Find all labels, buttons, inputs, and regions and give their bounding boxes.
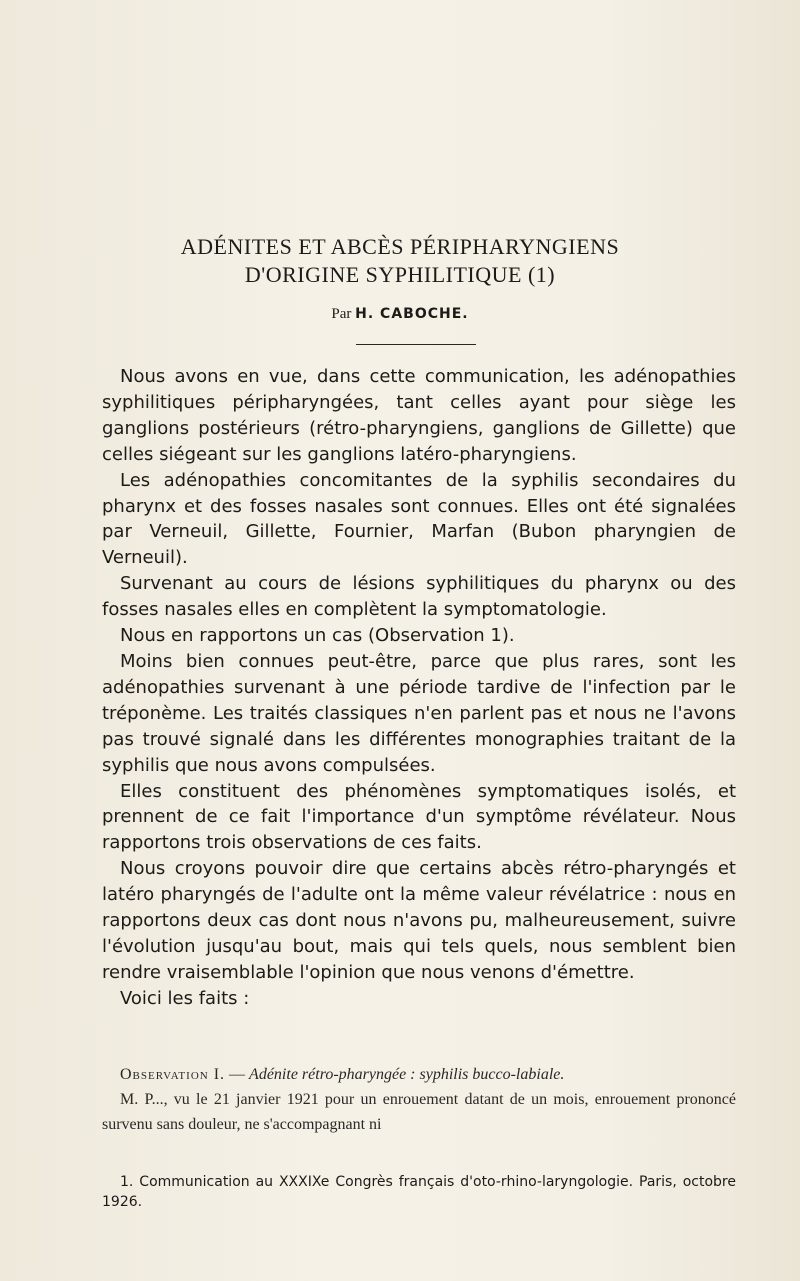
observation-label: Observation I. bbox=[120, 1066, 226, 1083]
article-title-line-2: D'ORIGINE SYPHILITIQUE (1) bbox=[244, 262, 556, 287]
author-name: H. CABOCHE. bbox=[355, 306, 469, 322]
author-line bbox=[0, 306, 800, 323]
author-prefix: Par bbox=[331, 306, 352, 322]
observation-dash: — bbox=[229, 1066, 246, 1083]
paragraph: Elles constituent des phénomènes symptomatiques isolés, et prennent de ce fait l'importance d'un symptôme révélateur. Nous rapportons trois observations de ces faits. bbox=[102, 780, 736, 854]
observation-heading bbox=[102, 1062, 736, 1087]
paragraph: Moins bien connues peut-être, parce que plus rares, sont les adénopathies survenant à une période tardive de l'infection par le tréponème. Les traités classiques n'en parlent pas et nous ne l'avons pas trouvé signalé dans les différentes monographies traitant de la syphilis que nous avons compulsées. bbox=[102, 650, 736, 776]
paragraph: Nous croyons pouvoir dire que certains abcès rétro-pharyngés et latéro pharyngés de l'adulte ont la même valeur révélatrice : nous en rapportons deux cas dont nous n'avons pu, malheureusement, suivre l'évolution jusqu'au bout, mais qui tels quels, nous semblent bien rendre vraisemblable l'opinion que nous venons d'émettre. bbox=[102, 858, 736, 983]
footnote bbox=[102, 1172, 736, 1212]
article-body bbox=[102, 364, 736, 1012]
article-title-line-1: ADÉNITES ET ABCÈS PÉRIPHARYNGIENS bbox=[180, 234, 620, 259]
title-divider bbox=[356, 344, 476, 345]
paragraph: Nous avons en vue, dans cette communication, les adénopathies syphilitiques péripharyngées, tant celles ayant pour siège les ganglions postérieurs (rétro-pharyngiens, ganglions de Gillette) que celles siégeant sur les ganglions latéro-pharyngiens. bbox=[102, 366, 736, 465]
observation-title: Adénite rétro-pharyngée : syphilis bucco-labiale. bbox=[249, 1066, 565, 1083]
paragraph: Survenant au cours de lésions syphilitiques du pharynx ou des fosses nasales elles en complètent la symptomatologie. bbox=[102, 573, 736, 621]
observation-section bbox=[102, 1062, 736, 1137]
paragraph: Voici les faits : bbox=[120, 987, 250, 1009]
paragraph: Nous en rapportons un cas (Observation 1). bbox=[120, 625, 515, 647]
observation-text: M. P..., vu le 21 janvier 1921 pour un enrouement datant de un mois, enrouement prononcé survenu sans douleur, ne s'accompagnant ni bbox=[102, 1091, 736, 1133]
footnote-text: 1. Communication au XXXIXe Congrès français d'oto-rhino-laryngologie. Paris, octobre 1926. bbox=[102, 1174, 736, 1210]
paragraph: Les adénopathies concomitantes de la syphilis secondaires du pharynx et des fosses nasales sont connues. Elles ont été signalées par Verneuil, Gillette, Fournier, Marfan (Bubon pharyngien de Verneuil). bbox=[102, 469, 736, 569]
